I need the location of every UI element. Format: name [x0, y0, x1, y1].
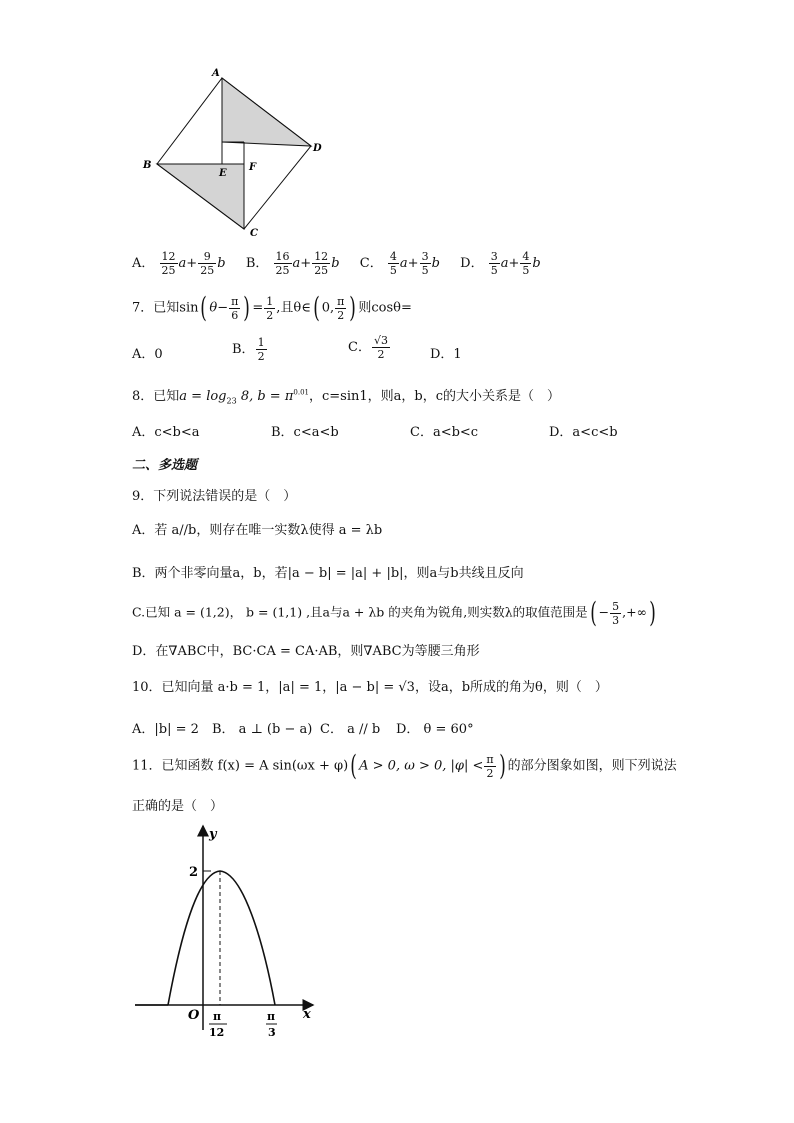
q8-option-b[interactable]: B．c<a<b [271, 425, 339, 440]
label-a: A [212, 68, 220, 79]
q6-option-b[interactable]: B． $\frac{16}{25}$ a+ $\frac{12}{25}$ b [245, 250, 340, 277]
q6-option-d[interactable]: D． $\frac{3}{5}$ a+ $\frac{4}{5}$ b [460, 250, 541, 277]
q7-option-c[interactable]: C． $\frac{√3}{2}$ [348, 334, 388, 361]
q9-option-b[interactable]: B．两个非零向量a，b，若|a − b| = |a| + |b|，则a与b共线且反向 [132, 566, 524, 581]
q7-option-a[interactable]: A．0 [132, 347, 163, 362]
label-e: E [219, 168, 227, 179]
section-heading-multiple-choice: 二、多选题 [132, 458, 198, 473]
geometry-figure [135, 64, 335, 244]
q6-option-c[interactable]: C． $\frac{4}{5}$ a+ $\frac{3}{5}$ b [359, 250, 440, 277]
q11-stem-line2: 正确的是（ ） [132, 799, 224, 814]
x-tick-pi12-den: 12 [209, 1026, 225, 1039]
q10-option-d[interactable]: D． θ = 60° [396, 722, 474, 737]
q11-stem: 11．已知函数 f(x) = A sin(ωx + φ)( A > 0, ω > 0, |φ| < $\frac{\pi}{2}$ ) 的部分图象如图，则下列说法 [132, 749, 677, 782]
q8-option-a[interactable]: A．c<b<a [132, 425, 200, 440]
q8-stem: 8．已知$a = \log_{23} 8$, $b = \pi^{0.01}$，c=sin1，则a，b，c的大小关系是（ ） [132, 388, 560, 406]
q6-option-a[interactable]: A． $\frac{12}{25}$ a+ $\frac{9}{25}$ b [132, 250, 226, 277]
x-tick-pi3-num: π [267, 1010, 276, 1023]
sine-curve [168, 871, 275, 1005]
q10-option-c[interactable]: C． a // b [320, 722, 381, 737]
q7-option-b[interactable]: B． $\frac{1}{2}$ [232, 336, 265, 363]
y-axis-label: y [209, 827, 217, 842]
function-graph [125, 820, 325, 1045]
x-axis-label: x [303, 1007, 311, 1022]
label-f: F [249, 162, 257, 173]
q9-option-d[interactable]: D．在∇ABC中，BC·CA = CA·AB，则∇ABC为等腰三角形 [132, 644, 480, 659]
q7-stem: 7．已知sin( θ− $\frac{\pi}{6}$ ) = $\frac{1}{2}$ ,且θ∈( 0, $\frac{\pi}{2}$ ) 则cosθ= [132, 291, 412, 324]
label-d: D [313, 143, 322, 154]
figure-shapes [157, 78, 311, 229]
q10-stem: 10．已知向量 a·b = 1，|a| = 1，|a − b| = √3，设a，b所成的角为θ，则（ ） [132, 680, 608, 695]
x-tick-pi3-den: 3 [268, 1026, 276, 1039]
label-c: C [250, 228, 258, 239]
q6-options [132, 250, 541, 277]
q9-stem: 9．下列说法错误的是（ ） [132, 489, 297, 504]
label-b: B [143, 160, 152, 171]
x-tick-pi12-num: π [213, 1010, 222, 1023]
q10-option-b[interactable]: B． a ⊥ (b − a) [212, 722, 313, 737]
y-tick-label: 2 [189, 865, 199, 880]
q9-option-a[interactable]: A．若 a//b，则存在唯一实数λ使得 a = λb [132, 523, 383, 538]
q9-option-c[interactable]: C.已知 a = (1,2)， b = (1,1) ,且a与a + λb 的夹角为锐角,则实数λ的取值范围是( − $\frac{5}{3}$ ,+∞) [132, 596, 656, 629]
q8-option-d[interactable]: D．a<c<b [549, 425, 618, 440]
origin-label: O [188, 1008, 200, 1023]
q10-option-a[interactable]: A．|b| = 2 [132, 722, 199, 737]
q8-option-c[interactable]: C．a<b<c [410, 425, 479, 440]
q7-option-d[interactable]: D．1 [430, 347, 462, 362]
